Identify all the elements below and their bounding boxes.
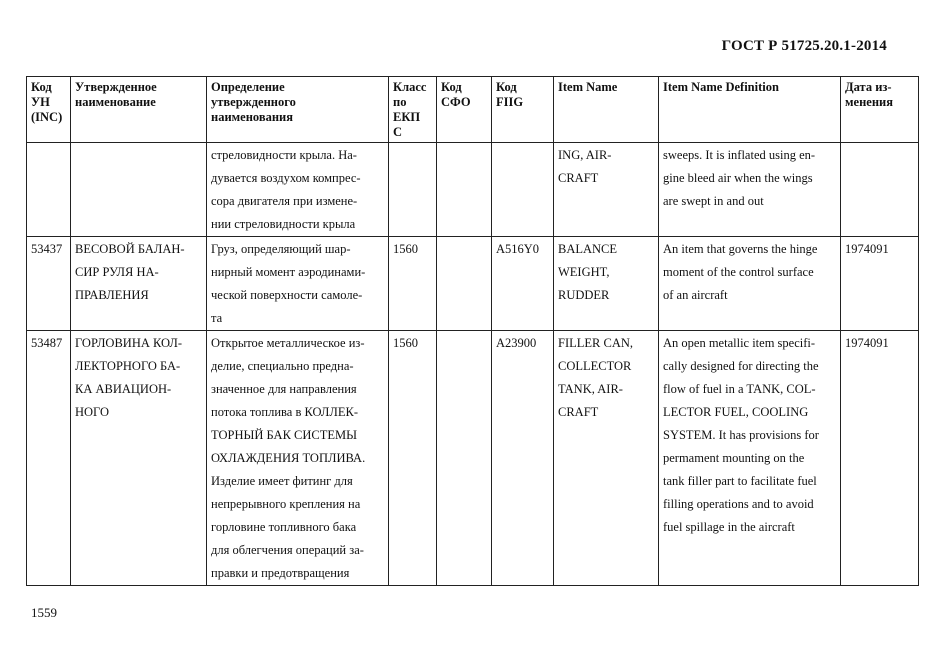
inc-cell [27,331,71,586]
cell-text-line: sweeps. It is inflated using en- [663,148,816,162]
cell-text-line: нирный момент аэродинами- [211,265,366,279]
cell-text-line: нии стреловидности крыла [211,217,356,231]
cell-text-line: правки и предотвращения [211,566,350,580]
header-col-date [841,77,919,143]
definition-ru-cell [207,237,389,331]
cell-text-line: сора двигателя при измене- [211,194,358,208]
cell-text-line: Изделие имеет фитинг для [211,474,353,488]
item-name-cell [554,237,659,331]
cell-text-line: дувается воздухом компрес- [211,171,361,185]
header-label: ЕКП [393,110,421,124]
cell-text-line: COLLECTOR [558,359,632,373]
header-label: Item Name [558,80,618,94]
cell-text-line: стреловидности крыла. На- [211,148,357,162]
cell-text-line: cally designed for directing the [663,359,819,373]
class-cell [389,143,437,237]
cell-text-line: are swept in and out [663,194,764,208]
page-number: 1559 [31,605,57,620]
definition-en-cell [659,143,841,237]
sfo-cell [437,331,492,586]
sfo-cell [437,237,492,331]
table-body [27,143,919,586]
header-label: утвержденного [211,95,296,109]
cell-text-line: непрерывного крепления на [211,497,361,511]
inc-cell [27,143,71,237]
fiig-cell: A23900 [492,331,554,586]
sfo-cell [437,143,492,237]
header-col-name-ru [71,77,207,143]
class-cell: 1560 [389,331,437,586]
cell-text-line: tank filler part to facilitate fuel [663,474,817,488]
class-cell: 1560 [389,237,437,331]
header-label: наименования [211,110,294,124]
cell-text-line: filling operations and to avoid [663,497,814,511]
cell-text-line: SYSTEM. It has provisions for [663,428,819,442]
table-row [27,143,919,237]
header-col-class [389,77,437,143]
date-cell [841,143,919,237]
name-ru-cell [71,143,207,237]
definition-en-cell [659,237,841,331]
header-col-inc [27,77,71,143]
header-label: наименование [75,95,156,109]
cell-text-line: НОГО [75,405,109,419]
cell-text-line: 53487 [31,336,63,350]
cell-text-line: ОХЛАЖДЕНИЯ ТОПЛИВА. [211,451,366,465]
definition-en-cell [659,331,841,586]
header-label: (INC) [31,110,63,124]
header-col-item-name [554,77,659,143]
name-ru-cell [71,331,207,586]
header-label: Определение [211,80,285,94]
table-header-row [27,77,919,143]
header-label: менения [845,95,893,109]
header-label: Утвержденное [75,80,157,94]
cell-text-line: An open metallic item specifi- [663,336,816,350]
header-label: УН [31,95,50,109]
cell-text-line: moment of the control surface [663,265,814,279]
cell-text-line: Груз, определяющий шар- [211,242,351,256]
cell-text-line: RUDDER [558,288,610,302]
cell-text-line: ЛЕКТОРНОГО БА- [75,359,181,373]
cell-text-line: для облегчения операций за- [211,543,364,557]
cell-text-line: ческой поверхности самоле- [211,288,363,302]
cell-text-line: fuel spillage in the aircraft [663,520,795,534]
cell-text-line: WEIGHT, [558,265,610,279]
cell-text-line: CRAFT [558,405,599,419]
date-cell: 1974091 [841,237,919,331]
name-ru-cell [71,237,207,331]
cell-text-line: flow of fuel in a TANK, COL- [663,382,816,396]
header-label: Код [31,80,52,94]
definition-ru-cell [207,331,389,586]
header-col-def-ru [207,77,389,143]
cell-text-line: gine bleed air when the wings [663,171,813,185]
fiig-cell [492,143,554,237]
cell-text-line: ПРАВЛЕНИЯ [75,288,149,302]
cell-text-line: TANK, AIR- [558,382,623,396]
cell-text-line: 53437 [31,242,63,256]
header-label: по [393,95,407,109]
cell-text-line: КА АВИАЦИОН- [75,382,172,396]
cell-text-line: FILLER CAN, [558,336,633,350]
header-col-def-en [659,77,841,143]
header-label: СФО [441,95,471,109]
cell-text-line: ING, AIR- [558,148,612,162]
definition-ru-cell [207,143,389,237]
inc-cell [27,237,71,331]
table-row [27,331,919,586]
item-name-cell [554,143,659,237]
cell-text-line: Открытое металлическое из- [211,336,365,350]
header-col-sfo [437,77,492,143]
cell-text-line: горловине топливного бака [211,520,357,534]
cell-text-line: ТОРНЫЙ БАК СИСТЕМЫ [211,428,358,442]
date-cell: 1974091 [841,331,919,586]
header-label: Класс [393,80,427,94]
cell-text-line: An item that governs the hinge [663,242,818,256]
cell-text-line: значенное для направления [211,382,357,396]
cell-text-line: потока топлива в КОЛЛЕК- [211,405,359,419]
header-label: Item Name Definition [663,80,779,94]
cell-text-line: та [211,311,223,325]
fiig-cell: A516Y0 [492,237,554,331]
header-label: Код [441,80,462,94]
cell-text-line: permament mounting on the [663,451,805,465]
cell-text-line: ВЕСОВОЙ БАЛАН- [75,242,185,256]
header-label: Код [496,80,517,94]
table-row [27,237,919,331]
header-label: FIIG [496,95,524,109]
cell-text-line: LECTOR FUEL, COOLING [663,405,809,419]
cell-text-line: of an aircraft [663,288,728,302]
document-standard-number: ГОСТ Р 51725.20.1-2014 [721,38,887,54]
item-name-cell [554,331,659,586]
cell-text-line: делие, специально предна- [211,359,354,373]
cell-text-line: ГОРЛОВИНА КОЛ- [75,336,183,350]
cell-text-line: CRAFT [558,171,599,185]
header-label: С [393,125,403,139]
header-label: Дата из- [845,80,892,94]
cell-text-line: BALANCE [558,242,618,256]
header-col-fiig [492,77,554,143]
cell-text-line: СИР РУЛЯ НА- [75,265,159,279]
catalog-table [26,76,919,586]
